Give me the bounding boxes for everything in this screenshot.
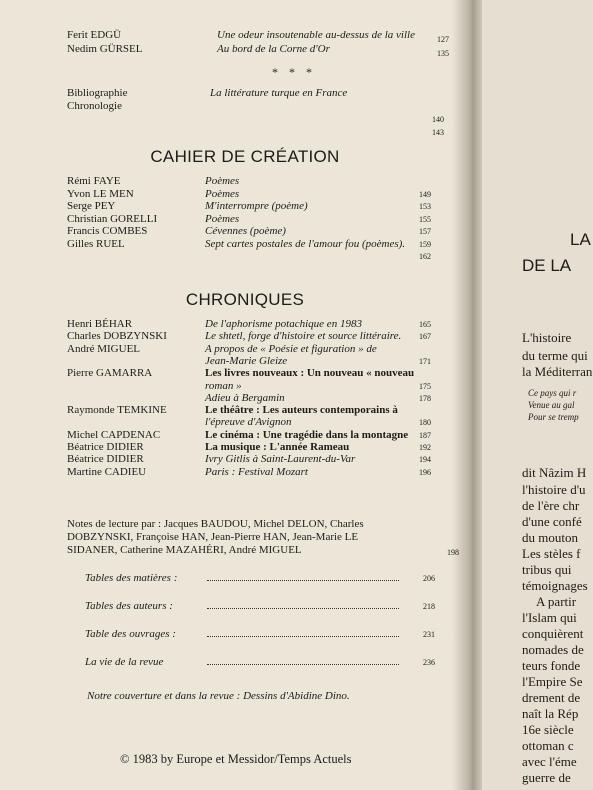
page-number: 198 [447,548,459,557]
author-name: Bibliographie [67,87,128,99]
right-page-line: avec l'éme [522,754,577,769]
entry-title: De l'aphorisme potachique en 1983 [205,318,362,330]
right-page [482,0,593,790]
right-page-line: la Méditerran [522,364,593,379]
entry-title: l'épreuve d'Avignon [205,416,292,429]
entry-title: Les livres nouveaux : Un nouveau « nouveau [205,367,415,380]
entry-title: Poèmes [205,187,240,200]
toc-row [67,200,519,213]
toc-row [67,330,519,343]
entry-title: Jean-Marie Gleize [205,354,288,367]
author-name: Martine CADIEU [67,465,147,478]
table-row [67,572,519,585]
toc-row [67,367,519,380]
right-page-line: LA [570,230,591,249]
right-page-line: tribus qui [522,562,572,577]
dot-leader [207,664,399,665]
right-page-line: A partir [536,594,577,609]
author-name: Ferit EDGÜ [67,29,122,41]
right-page-line: L'histoire [522,330,572,345]
right-page-line: DE LA [522,256,572,275]
author-name: André MIGUEL [67,342,141,355]
right-page-line: du terme qui [522,348,588,363]
toc-row [67,29,519,42]
page-number: 153 [419,202,431,211]
toc-row [67,392,519,405]
page-number: 127 [437,35,449,44]
dot-leader [207,636,399,637]
entry-title: roman » [205,379,242,392]
cover-note: Notre couverture et dans la revue : Dessins d'Abidine Dino. [87,690,350,702]
entry-title: Adieu à Bergamin [205,391,285,404]
entry-title: A propos de « Poésie et figuration » de [205,342,377,355]
page-number: 175 [419,381,431,391]
author-name: Michel CAPDENAC [67,428,161,441]
author-name: Béatrice DIDIER [67,441,144,453]
toc-row [67,250,519,263]
toc-row [67,404,519,417]
notes-line: Notes de lecture par : Jacques BAUDOU, Michel DELON, Charles [67,518,364,530]
right-page-line: de l'ère chr [522,498,580,513]
page-number: 180 [419,418,431,428]
table-row [67,600,519,613]
right-page-line: l'histoire d'u [522,482,586,497]
author-name: Serge PEY [67,200,116,212]
author-name: Raymonde TEMKINE [67,404,167,417]
table-label: Tables des matières : [85,572,178,584]
author-name: Gilles RUEL [67,237,125,250]
author-name: Béatrice DIDIER [67,453,144,466]
page-number: 165 [419,320,431,329]
toc-row [67,466,519,479]
page-number: 157 [419,227,431,236]
page-number: 143 [432,128,444,137]
right-page-line: l'Islam qui [522,610,577,625]
author-name: Pierre GAMARRA [67,367,153,380]
toc-row [67,355,519,368]
table-row [67,656,519,669]
right-page-line: naît la Rép [522,706,579,721]
section-heading-cahier: CAHIER DE CRÉATION [150,147,340,166]
author-name: Chronologie [67,100,122,112]
entry-title: Le théâtre : Les auteurs contemporains à [205,404,398,417]
right-page-line: Ce pays qui r [528,388,577,398]
right-page-line: dit Nâzim H [522,465,587,480]
notes-line: SIDANER, Catherine MAZAHÉRI, André MIGUEL [67,544,302,556]
reading-notes [67,518,459,557]
entry-title: Ivry Gitlis à Saint-Laurent-du-Var [205,453,356,466]
right-page-line: Pour se tremp [528,412,579,422]
right-page-line: l'Empire Se [522,674,583,689]
entry-title: Cévennes (poème) [205,225,286,237]
right-page-line: ottoman c [522,738,574,753]
author-name: Charles DOBZYNSKI [67,330,167,343]
page-number: 135 [437,49,449,58]
toc-row [67,453,519,466]
right-page-line: Les stèles f [522,546,581,561]
entry-title: La littérature turque en France [210,87,348,99]
dot-leader [207,580,399,581]
copyright: © 1983 by Europe et Messidor/Temps Actuels [120,752,352,766]
section-heading-chroniques: CHRONIQUES [185,290,305,309]
toc-row [67,429,519,442]
author-name: Rémi FAYE [67,175,121,187]
author-name: Henri BÉHAR [67,318,133,330]
right-page-line: guerre de [522,770,571,785]
table-label: La vie de la revue [85,656,164,668]
page-number: 192 [419,443,431,452]
right-page-line: Venue au gal [528,400,575,410]
toc-row [67,43,519,56]
entry-title: Le shtetl, forge d'histoire et source littéraire. [205,330,402,343]
page-number: 162 [419,252,431,261]
toc-row [67,441,519,454]
toc-row [67,380,519,393]
entry-title: Au bord de la Corne d'Or [217,43,330,55]
page-number: 149 [419,189,431,199]
right-page-line: nomades de [522,642,584,657]
author-name: Christian GORELLI [67,212,158,225]
entry-title: M'interrompre (poème) [205,200,308,212]
toc-row [67,238,519,251]
toc-row [67,416,519,429]
page-number: 171 [419,356,431,366]
entry-title: Sept cartes postales de l'amour fou (poèmes). [205,237,406,250]
author-name: Yvon LE MEN [67,187,134,200]
toc-row [67,318,519,331]
right-page-line: conquièrent [522,626,584,641]
page-number: 206 [423,574,435,583]
entry-title: Paris : Festival Mozart [205,465,308,478]
page-number: 196 [419,467,431,477]
page-number: 140 [432,115,444,124]
page-number: 159 [419,239,431,249]
page-number: 218 [423,602,435,611]
right-page-line: du mouton [522,530,578,545]
toc-row [67,188,519,201]
page-number: 194 [419,455,431,465]
table-label: Tables des auteurs : [85,600,173,612]
table-label: Table des ouvrages : [85,628,176,640]
page-number: 167 [419,332,431,342]
entry-title: La musique : L'année Rameau [205,441,350,453]
table-row [67,628,519,641]
page-number: 187 [419,430,431,440]
notes-line: DOBZYNSKI, Françoise HAN, Jean-Pierre HAN, Jean-Marie LE [67,531,359,543]
dot-leader [207,608,399,609]
right-page-line: témoignages [522,578,588,593]
toc-row [67,225,519,238]
table-of-contents [67,0,519,790]
author-name: Francis COMBES [67,225,148,237]
entry-title: Une odeur insoutenable au-dessus de la ville [217,29,415,41]
toc-row [67,213,519,226]
section-separator-stars: * * * [272,65,316,79]
page-number: 155 [419,214,431,224]
page-number: 231 [423,630,435,639]
toc-row [67,343,519,356]
right-page-line: teurs fonde [522,658,581,673]
right-page-line: 16e siècle [522,722,574,737]
entry-title: Poèmes [205,175,240,187]
entry-title: Poèmes [205,212,240,225]
entry-title: Le cinéma : Une tragédie dans la montagne [205,428,409,441]
right-page-line: d'une confé [522,514,582,529]
page-number: 178 [419,393,431,403]
toc-row [67,175,519,188]
page-number: 236 [423,658,435,667]
author-name: Nedim GÜRSEL [67,43,143,55]
right-page-line: drement de [522,690,581,705]
